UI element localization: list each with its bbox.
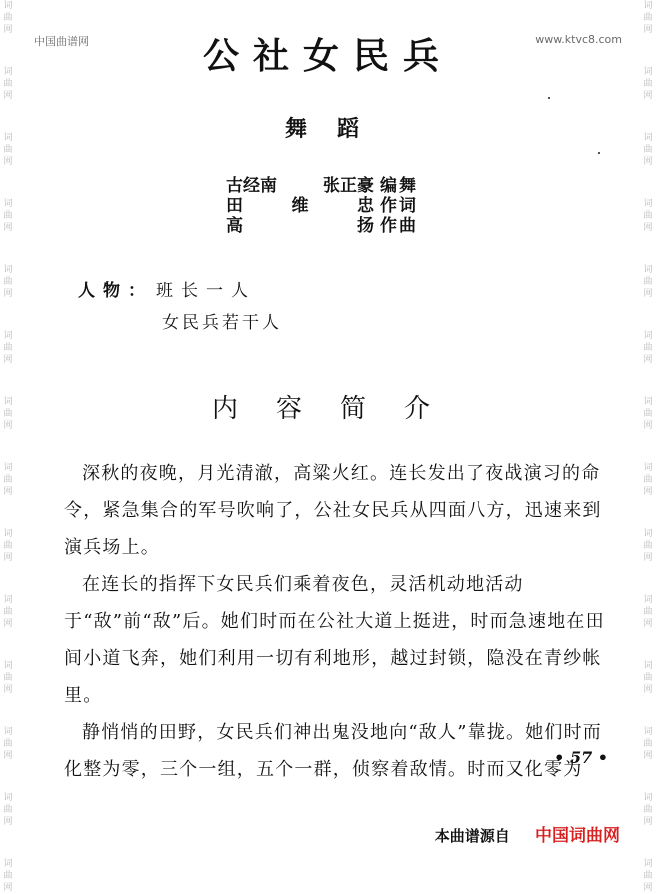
source-footer (435, 821, 620, 846)
side-watermark-group (2, 264, 14, 300)
side-watermark-char: 曲 (3, 673, 13, 683)
side-watermark-char: 曲 (643, 145, 653, 155)
side-watermark-char: 曲 (3, 211, 13, 221)
side-watermark-char: 词 (3, 67, 13, 77)
side-watermark-char: 网 (3, 421, 13, 431)
side-watermark-char: 词 (3, 595, 13, 605)
source-label: 本曲谱源自 (434, 827, 510, 845)
characters-list (78, 275, 282, 339)
side-watermark-char: 网 (643, 619, 653, 629)
side-watermark-group (642, 264, 654, 300)
side-watermark-char: 网 (3, 157, 13, 167)
side-watermark-char: 曲 (3, 343, 13, 353)
side-watermark-char: 网 (643, 751, 653, 761)
side-watermark-group (642, 594, 654, 630)
side-watermark-char: 曲 (3, 13, 13, 23)
side-watermark-char: 词 (643, 727, 653, 737)
side-watermark-char: 词 (3, 793, 13, 803)
side-watermark-char: 词 (643, 793, 653, 803)
credits-block (226, 176, 418, 236)
side-watermark-char: 词 (643, 529, 653, 539)
side-watermark-char: 词 (643, 265, 653, 275)
paragraph: 静悄悄的田野，女民兵们神出鬼没地向“敌人”靠拢。她们时而化整为零，三个一组，五个一群，侦察着敌情。时而又化零为 (64, 722, 603, 780)
side-watermark-char: 网 (643, 421, 653, 431)
side-watermark-char: 词 (3, 529, 13, 539)
side-watermark-char: 网 (3, 355, 13, 365)
side-watermark-char: 网 (643, 157, 653, 167)
side-watermark-char: 网 (3, 487, 13, 497)
side-watermark-char: 曲 (3, 607, 13, 617)
credit-name (226, 176, 374, 196)
subtitle: 舞蹈 (284, 116, 389, 142)
side-watermark-char: 词 (3, 133, 13, 143)
side-watermark-char: 词 (643, 67, 653, 77)
side-watermark-char: 网 (643, 553, 653, 563)
source-brand-link[interactable]: 中国词曲网 (535, 826, 620, 846)
credit-row (226, 196, 418, 216)
side-watermark-char: 网 (3, 91, 13, 101)
side-watermark-char: 词 (3, 463, 13, 473)
side-watermark-char: 曲 (643, 607, 653, 617)
side-watermark-group (642, 198, 654, 234)
section-title: 内容简介 (211, 394, 468, 424)
side-watermark-group (2, 330, 14, 366)
side-watermark-char: 曲 (643, 343, 653, 353)
side-watermark-char: 词 (643, 133, 653, 143)
side-watermark-char: 词 (3, 661, 13, 671)
credit-role: 作曲 (380, 216, 418, 236)
side-watermark-char: 曲 (3, 475, 13, 485)
side-watermark-char: 网 (643, 91, 653, 101)
side-watermark-char: 网 (643, 25, 653, 35)
side-watermark-char: 曲 (3, 79, 13, 89)
credit-row (226, 176, 418, 196)
side-watermark-char: 曲 (643, 409, 653, 419)
side-watermark-char: 词 (3, 199, 13, 209)
paragraph: 在连长的指挥下女民兵们乘着夜色，灵活机动地活动于“敌”前“敌”后。她们时而在公社大道上挺进，时而急速地在田间小道飞奔，她们利用一切有利地形，越过封锁，隐没在青纱帐里。 (64, 574, 605, 706)
character-line (78, 275, 282, 307)
side-watermark-char: 曲 (643, 871, 653, 881)
side-watermark-char: 词 (643, 661, 653, 671)
side-watermark-char: 网 (3, 25, 13, 35)
character-item: 女民兵若干人 (162, 313, 282, 333)
side-watermark-group (642, 858, 654, 894)
characters-label: 人物： (78, 281, 153, 301)
side-watermark-char: 网 (643, 817, 653, 827)
side-watermark-char: 曲 (3, 277, 13, 287)
credit-name-part: 田 (226, 196, 243, 216)
synopsis-body (64, 455, 620, 788)
side-watermark-char: 词 (3, 265, 13, 275)
side-watermark-group (642, 330, 654, 366)
side-watermark-char: 网 (3, 751, 13, 761)
side-watermark-char: 词 (643, 463, 653, 473)
side-watermark-group (2, 594, 14, 630)
side-watermark-char: 词 (3, 1, 13, 11)
side-watermark-char: 网 (3, 817, 13, 827)
credit-name-part: 维 (291, 196, 309, 216)
page-number: • 57 • (554, 748, 608, 767)
credit-name-part: 张正豪 (323, 176, 374, 196)
side-watermark-char: 网 (3, 289, 13, 299)
side-watermark-group (2, 726, 14, 762)
credit-name-part: 扬 (357, 216, 374, 236)
credit-name (226, 216, 374, 236)
side-watermark-group (2, 528, 14, 564)
side-watermark-group (642, 660, 654, 696)
side-watermark-char: 网 (3, 685, 13, 695)
side-watermark-char: 曲 (3, 409, 13, 419)
side-watermark-char: 曲 (643, 541, 653, 551)
credit-role: 作词 (380, 196, 418, 216)
paragraph: 深秋的夜晚，月光清澈，高粱火红。连长发出了夜战演习的命令，紧急集合的军号吹响了，公社女民兵从四面八方，迅速来到演兵场上。 (64, 463, 602, 558)
side-watermark-char: 词 (3, 397, 13, 407)
side-watermark-char: 词 (643, 397, 653, 407)
side-watermark-group (2, 462, 14, 498)
character-item: 班长一人 (156, 281, 256, 301)
side-watermark-char: 曲 (643, 475, 653, 485)
page-title: 公社女民兵 (202, 35, 453, 77)
side-watermark-char: 词 (643, 595, 653, 605)
side-watermark-group (642, 792, 654, 828)
side-watermark-char: 网 (643, 685, 653, 695)
side-watermark-char: 曲 (643, 79, 653, 89)
side-watermark-char: 曲 (643, 277, 653, 287)
scan-speck (548, 97, 550, 99)
credit-name (226, 196, 374, 216)
side-watermark-char: 网 (643, 355, 653, 365)
side-watermark-group (642, 726, 654, 762)
side-watermark-group (2, 198, 14, 234)
watermark-top-left: 中国曲谱网 (34, 35, 89, 48)
side-watermark-char: 词 (643, 859, 653, 869)
side-watermark-char: 曲 (3, 805, 13, 815)
side-watermark-group (642, 528, 654, 564)
side-watermark-char: 词 (643, 1, 653, 11)
side-watermark-group (2, 858, 14, 894)
side-watermark-char: 词 (3, 331, 13, 341)
side-watermark-char: 曲 (643, 673, 653, 683)
side-watermark-char: 网 (643, 883, 653, 893)
credit-row (226, 216, 418, 236)
side-watermark-group (2, 792, 14, 828)
side-watermark-group (2, 660, 14, 696)
side-watermark-char: 曲 (3, 871, 13, 881)
side-watermark-char: 曲 (643, 805, 653, 815)
side-watermark-char: 词 (643, 199, 653, 209)
side-watermark-char: 曲 (3, 739, 13, 749)
side-watermark-char: 词 (3, 859, 13, 869)
side-watermark-char: 词 (3, 727, 13, 737)
side-watermark-char: 曲 (643, 13, 653, 23)
side-watermark-char: 网 (3, 553, 13, 563)
credit-name-part: 忠 (357, 196, 374, 216)
scan-speck (598, 152, 600, 154)
side-watermark-char: 网 (643, 223, 653, 233)
credit-name-part: 古经南 (226, 176, 277, 196)
side-watermark-char: 网 (643, 289, 653, 299)
credit-role: 编舞 (380, 176, 418, 196)
side-watermark-group (642, 462, 654, 498)
credit-name-part: 高 (226, 216, 243, 236)
side-watermark-char: 词 (643, 331, 653, 341)
side-watermark-char: 曲 (643, 739, 653, 749)
side-watermark-char: 网 (3, 883, 13, 893)
side-watermark-char: 网 (643, 487, 653, 497)
side-watermark-char: 曲 (3, 541, 13, 551)
side-watermark-char: 曲 (643, 211, 653, 221)
side-watermark-char: 网 (3, 619, 13, 629)
side-watermark-char: 网 (3, 223, 13, 233)
side-watermark-char: 曲 (3, 145, 13, 155)
watermark-top-right: www.ktvc8.com (535, 33, 622, 46)
